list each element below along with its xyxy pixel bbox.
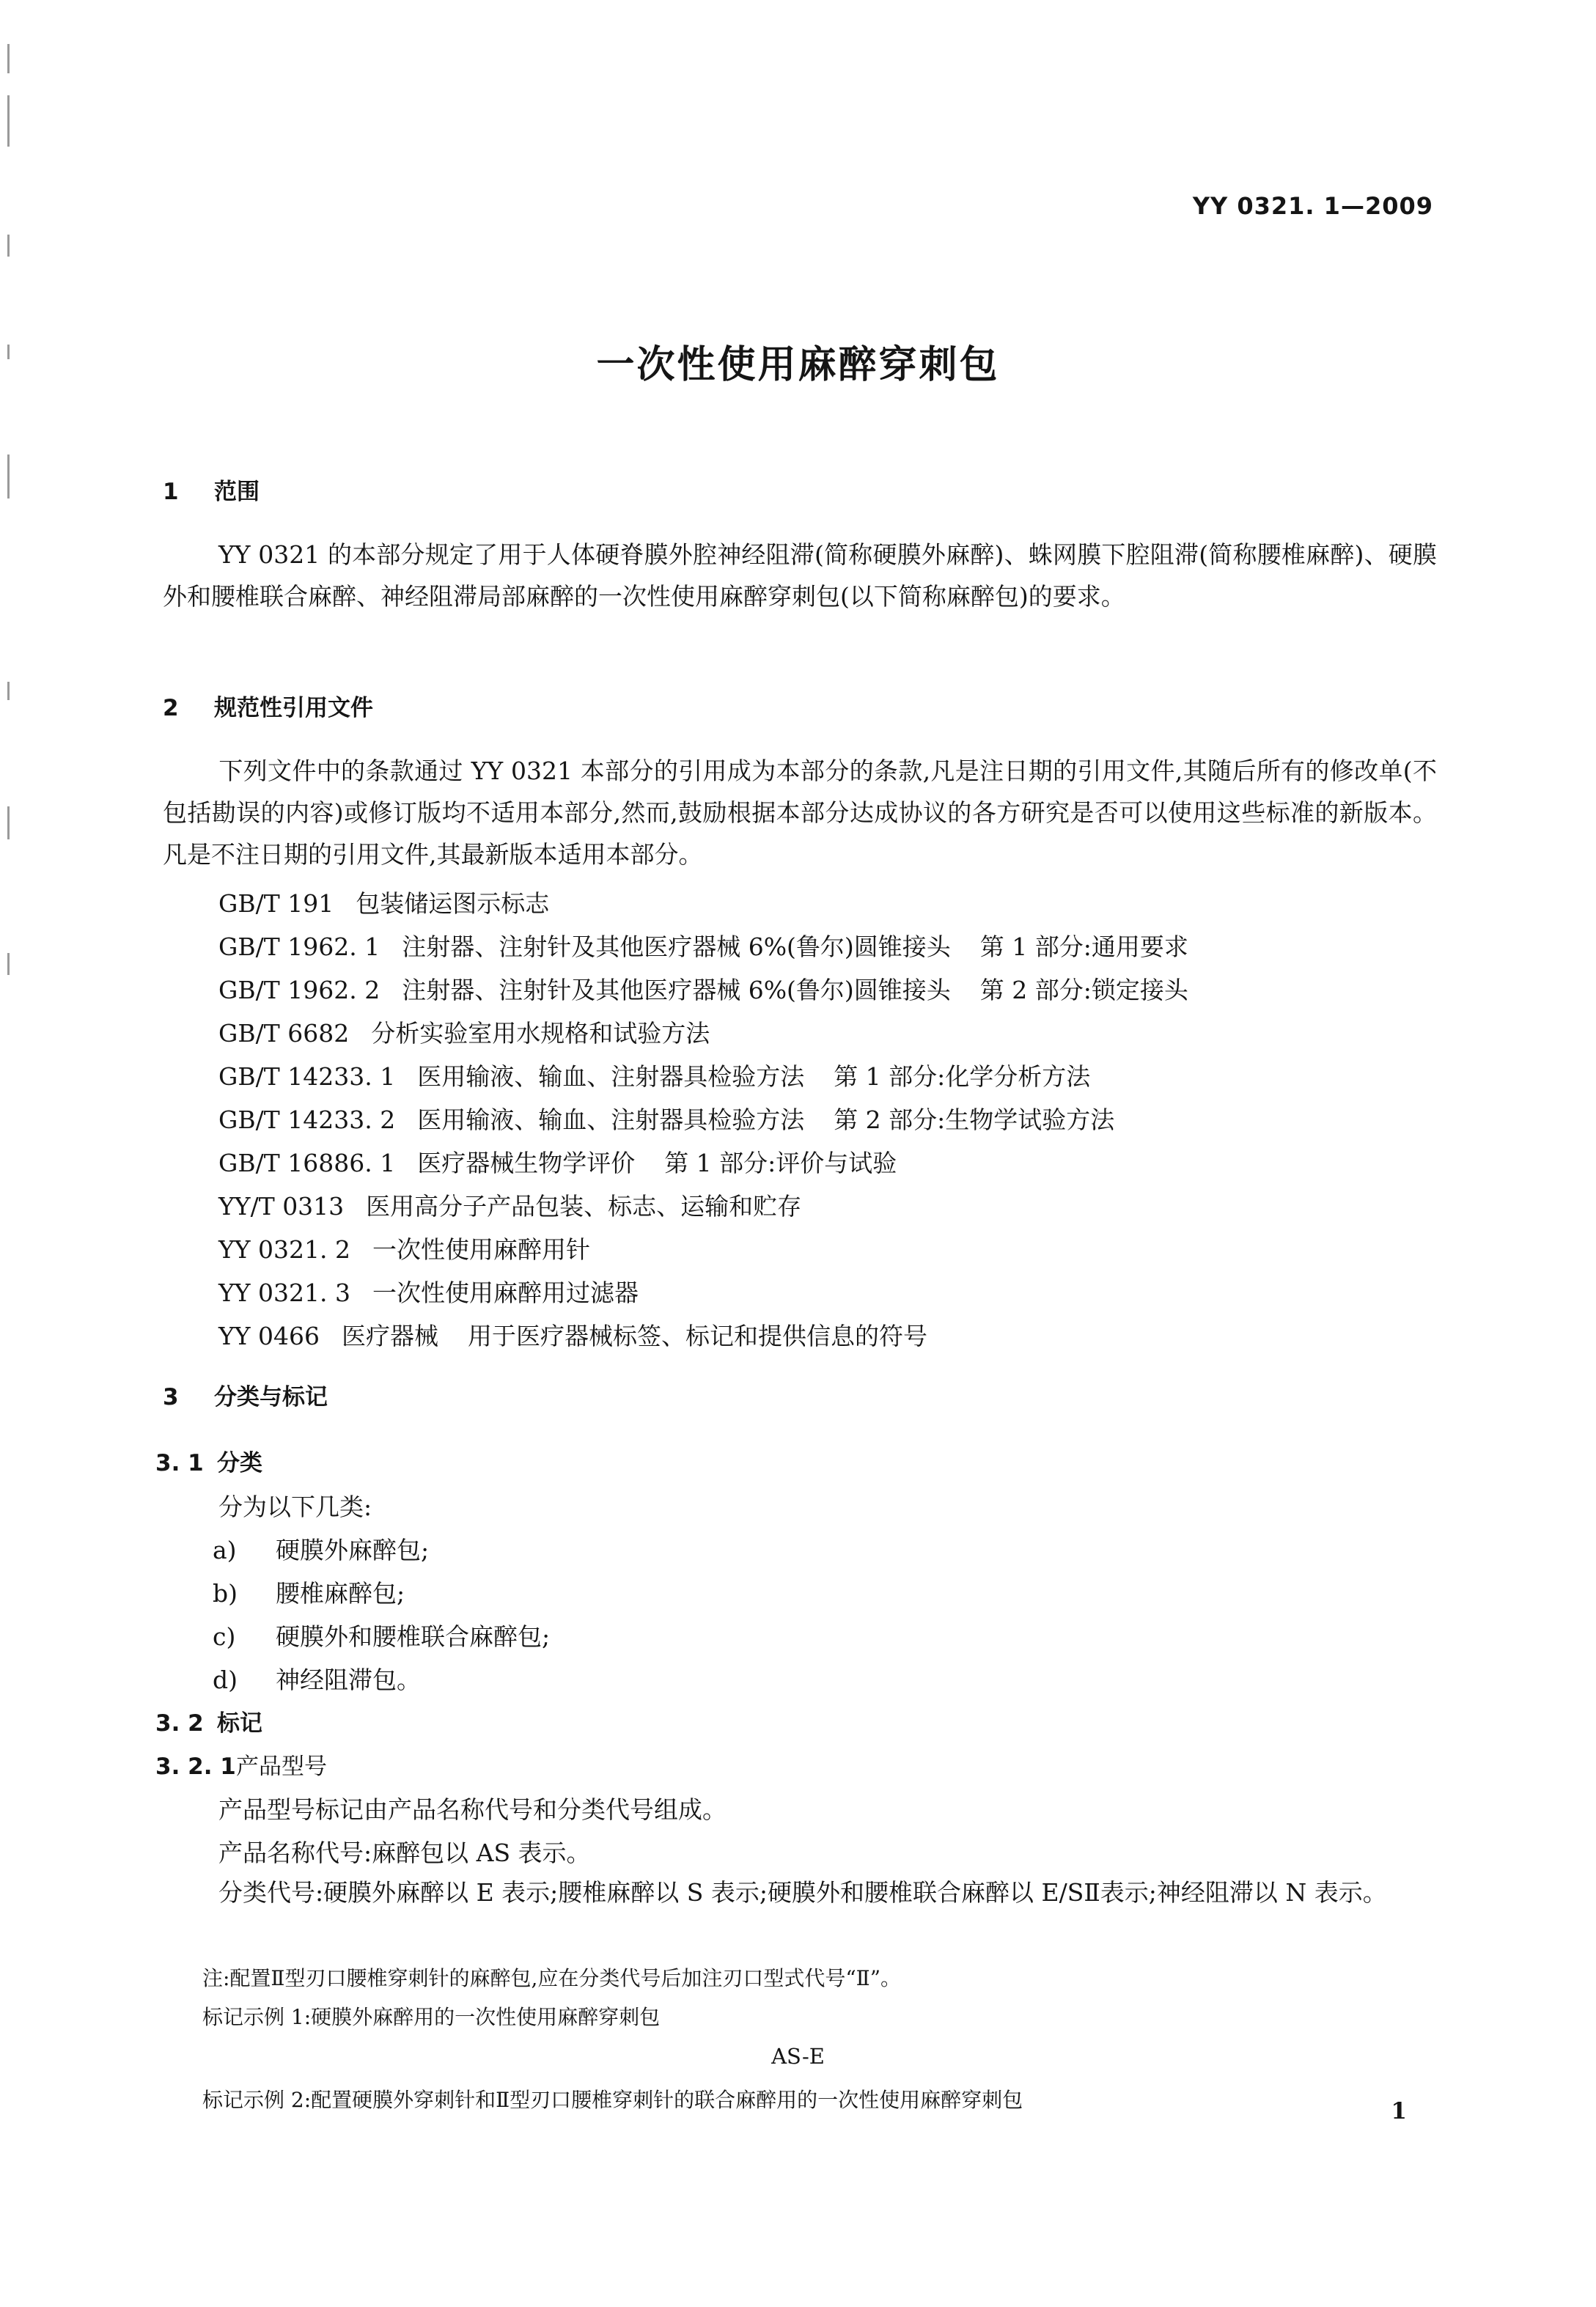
section-title: 分类	[217, 1450, 262, 1476]
list-item	[213, 1575, 405, 1609]
reference-item	[218, 971, 1188, 1006]
section-title: 范围	[214, 479, 260, 505]
section-number: 3. 2. 1	[155, 1754, 236, 1780]
reference-title: 医用输液、输血、注射器具检验方法	[417, 1062, 805, 1091]
section-2-body	[163, 750, 1437, 875]
example-1-text: 标记示例 1:硬膜外麻醉用的一次性使用麻醉穿刺包	[202, 2005, 661, 2029]
reference-item	[218, 1274, 639, 1309]
reference-code: GB/T 1962. 2	[218, 976, 380, 1004]
reference-title: 医疗器械	[342, 1322, 439, 1350]
reference-code: YY/T 0313	[218, 1192, 345, 1221]
reference-title: 注射器、注射针及其他医疗器械 6%(鲁尔)圆锥接头	[402, 976, 951, 1004]
section-3-heading	[163, 1378, 328, 1411]
list-label: c)	[213, 1622, 236, 1651]
list-text: 硬膜外和腰椎联合麻醉包;	[276, 1622, 551, 1651]
model-paragraph-3	[163, 1872, 1437, 1913]
section-1-body	[163, 534, 1437, 617]
reference-code: YY 0466	[218, 1322, 320, 1350]
reference-part: 第 1 部分:化学分析方法	[834, 1062, 1091, 1091]
reference-item	[218, 928, 1188, 963]
reference-item	[218, 1317, 927, 1352]
reference-item	[218, 1188, 801, 1222]
reference-part: 第 1 部分:通用要求	[979, 932, 1188, 961]
model-paragraph-2: 产品名称代号:麻醉包以 AS 表示。	[218, 1839, 591, 1867]
paragraph-text: 分类代号:硬膜外麻醉以 E 表示;腰椎麻醉以 S 表示;硬膜外和腰椎联合麻醉以 E/SⅡ表示;神经阻滞以 N 表示。	[218, 1878, 1387, 1907]
reference-code: GB/T 1962. 1	[218, 932, 380, 961]
model-paragraph-1: 产品型号标记由产品名称代号和分类代号组成。	[218, 1795, 727, 1824]
standard-number: YY 0321. 1—2009	[1192, 192, 1433, 220]
list-item	[213, 1661, 421, 1696]
reference-code: YY 0321. 3	[218, 1278, 351, 1307]
reference-part: 第 1 部分:评价与试验	[664, 1149, 897, 1177]
paragraph-text: 下列文件中的条款通过 YY 0321 本部分的引用成为本部分的条款,凡是注日期的引用文件,其随后所有的修改单(不包括勘误的内容)或修订版均不适用本部分,然而,鼓励根据本部分达成协议的各方研究是否可以使用这些标准的新版本。凡是不注日期的引用文件,其最新版本适用本部分。	[163, 757, 1437, 869]
document-title: 一次性使用麻醉穿刺包	[596, 343, 1000, 387]
list-label: b)	[213, 1579, 238, 1608]
reference-item	[218, 885, 549, 919]
section-title: 产品型号	[236, 1754, 327, 1780]
reference-item	[218, 1231, 590, 1265]
example-1-code: AS-E	[771, 2044, 825, 2069]
reference-code: GB/T 14233. 1	[218, 1062, 396, 1091]
reference-title: 医疗器械生物学评价	[417, 1149, 636, 1177]
section-title: 标记	[217, 1710, 262, 1737]
reference-title: 医用输液、输血、注射器具检验方法	[417, 1105, 805, 1134]
section-1-heading	[163, 473, 260, 506]
list-text: 神经阻滞包。	[276, 1666, 421, 1694]
section-number: 3	[163, 1384, 179, 1410]
section-number: 3. 1	[155, 1450, 204, 1476]
list-label: d)	[213, 1666, 238, 1694]
reference-code: YY 0321. 2	[218, 1235, 351, 1264]
section-3-1-heading	[155, 1444, 262, 1477]
section-number: 3. 2	[155, 1710, 204, 1737]
list-label: a)	[213, 1536, 237, 1564]
reference-title: 医用高分子产品包装、标志、运输和贮存	[366, 1192, 802, 1221]
reference-title: 分析实验室用水规格和试验方法	[371, 1019, 710, 1048]
list-text: 硬膜外麻醉包;	[276, 1536, 430, 1564]
reference-code: GB/T 16886. 1	[218, 1149, 396, 1177]
reference-title: 一次性使用麻醉用过滤器	[372, 1278, 639, 1307]
section-3-2-1-heading	[155, 1748, 327, 1781]
list-item	[213, 1531, 429, 1566]
reference-title: 包装储运图示标志	[356, 889, 550, 918]
section-number: 1	[163, 479, 179, 505]
reference-title: 注射器、注射针及其他医疗器械 6%(鲁尔)圆锥接头	[402, 932, 951, 961]
page-number: 1	[1391, 2098, 1407, 2124]
section-title: 分类与标记	[214, 1384, 328, 1410]
list-text: 腰椎麻醉包;	[276, 1579, 405, 1608]
reference-code: GB/T 14233. 2	[218, 1105, 396, 1134]
example-2-text: 标记示例 2:配置硬膜外穿刺针和Ⅱ型刃口腰椎穿刺针的联合麻醉用的一次性使用麻醉穿刺包	[202, 2088, 1023, 2112]
section-number: 2	[163, 695, 179, 721]
section-2-heading	[163, 689, 373, 722]
list-item	[213, 1618, 550, 1652]
reference-part: 第 2 部分:生物学试验方法	[834, 1105, 1115, 1134]
reference-code: GB/T 6682	[218, 1019, 350, 1048]
note-text: 注:配置Ⅱ型刃口腰椎穿刺针的麻醉包,应在分类代号后加注刃口型式代号“Ⅱ”。	[202, 1966, 902, 1990]
paragraph-text: YY 0321 的本部分规定了用于人体硬脊膜外腔神经阻滞(简称硬膜外麻醉)、蛛网膜下腔阻滞(简称腰椎麻醉)、硬膜外和腰椎联合麻醉、神经阻滞局部麻醉的一次性使用麻醉穿刺包(以下简称麻醉包)的要求。	[163, 540, 1437, 611]
classification-intro: 分为以下几类:	[218, 1493, 372, 1521]
reference-part: 第 2 部分:锁定接头	[979, 976, 1188, 1004]
reference-item	[218, 1058, 1090, 1092]
reference-item	[218, 1101, 1114, 1136]
reference-title: 一次性使用麻醉用针	[372, 1235, 591, 1264]
reference-item	[218, 1015, 710, 1049]
section-title: 规范性引用文件	[214, 695, 373, 721]
reference-item	[218, 1144, 897, 1179]
section-3-2-heading	[155, 1704, 262, 1737]
reference-part: 用于医疗器械标签、标记和提供信息的符号	[468, 1322, 928, 1350]
reference-code: GB/T 191	[218, 889, 334, 918]
